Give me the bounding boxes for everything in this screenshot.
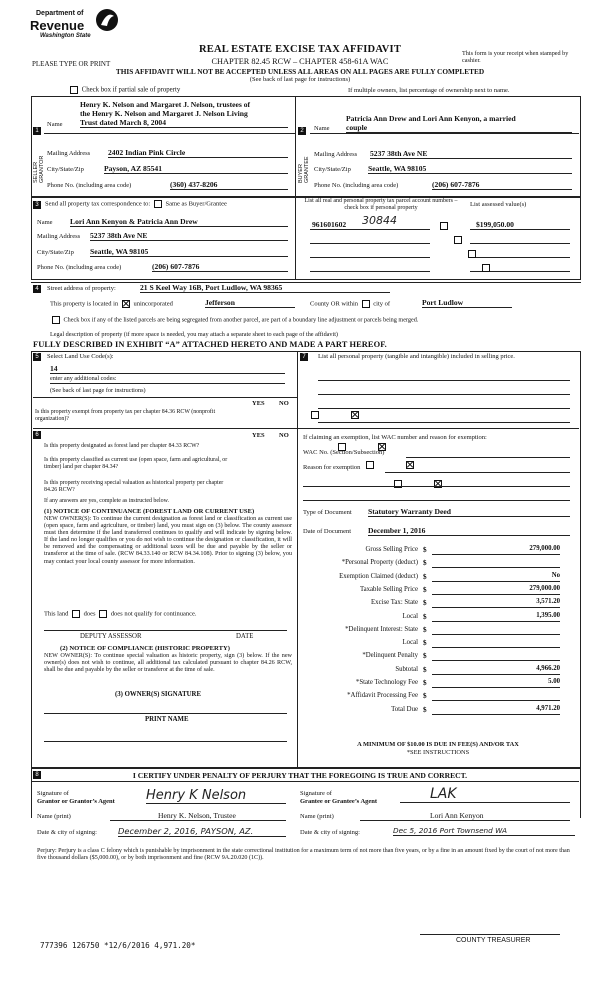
grantee-name-label: Name (print) [300,813,334,820]
seller-name-label: Name [47,121,63,128]
parcels-header: List all real and personal property tax parcel account numbers – check box if personal property [304,198,458,211]
tax-name-field[interactable]: Lori Ann Kenyon & Patricia Ann Drew [70,217,288,227]
form-chapter: CHAPTER 82.45 RCW – CHAPTER 458-61A WAC [211,57,389,66]
does-label: does [83,610,96,618]
currency-sign: $ [423,599,427,608]
buyer-name-label: Name [314,125,330,132]
amount-value[interactable]: 1,395.00 [432,612,560,622]
does-not-label: does not qualify for continuance. [110,610,197,618]
qualify-row [44,610,197,618]
county-row [310,300,390,308]
wac-label: WAC No. (Section/Subsection) [303,449,385,456]
print-name-label: PRINT NAME [145,716,189,723]
city-of-label: city of [373,300,391,308]
s6-yes-header: YES [252,432,265,439]
owner-signature-label: (3) OWNER(S) SIGNATURE [115,691,201,698]
wac-field[interactable] [406,457,570,458]
currency-sign: $ [423,559,427,568]
reason-label: Reason for exemption [303,464,361,471]
amount-label: *Personal Property (deduct) [341,559,418,567]
historic-yes-checkbox[interactable] [394,480,402,488]
amount-value[interactable]: 4,971.20 [432,705,560,715]
current-use-question: Is this property classified as current use (open space, farm and agricultural, or timber) land per chapter 84.34? [44,457,228,470]
historic-no-checkbox[interactable] [434,480,442,488]
amount-value[interactable] [432,625,560,635]
parcel-1-personal-checkbox[interactable] [440,222,448,230]
currency-sign: $ [423,679,427,687]
grantor-name-field[interactable]: Henry K. Nelson, Trustee [110,811,286,821]
amount-label: Local [402,612,418,620]
unincorporated-label: unincorporated [133,300,173,308]
logo-line-1: Department of [36,10,84,17]
exempt-no-checkbox[interactable] [351,411,359,419]
legal-description-value: FULLY DESCRIBED IN EXHIBIT “A” ATTACHED HERETO AND MADE A PART HEREOF. [33,340,387,349]
assessed-1-value[interactable]: $199,050.00 [476,220,514,229]
doc-type-label: Type of Document [303,509,352,516]
section-7-badge: 7 [300,353,308,361]
currency-sign: $ [423,692,427,701]
currency-sign: $ [423,546,427,554]
same-as-buyer-checkbox[interactable] [154,200,162,208]
grantor-date-label: Date & city of signing: [37,829,97,836]
tax-mailing-field[interactable]: 5237 38th Ave NE [90,231,288,241]
doc-date-field[interactable]: December 1, 2016 [368,526,570,536]
tax-name-label: Name [37,219,53,226]
amount-label: Total Due [391,705,418,713]
section-2-badge: 2 [298,127,306,135]
cashier-stamp: 777396 126750 *12/6/2016 4,971.20* [40,941,196,950]
grantee-sig-label-2: Grantee or Grantee’s Agent [300,798,378,805]
seller-city-label: City/State/Zip [47,166,84,173]
section-8-badge: 8 [33,771,41,779]
revenue-logo [30,7,125,43]
located-label: This property is located in [50,300,119,308]
seller-name-line-3[interactable]: Trust dated March 8, 2004 [80,118,288,128]
street-field[interactable]: 21 S Keel Way 16B, Port Ludlow, WA 98365 [140,283,390,293]
see-back-note: (See back of last page for instructions) [249,76,351,83]
please-print: PLEASE TYPE OR PRINT [32,60,111,68]
currency-sign: $ [423,639,427,648]
notice2-body: NEW OWNER(S): To continue special valuation as historic property, sign (3) below. If the new owner(s) does not wish to continue, all additional tax calculated pursuant to chapter 84.26 RCW, shall be due and payable by the seller or transferor at the time of sale. [44,653,292,674]
current-use-no-checkbox[interactable] [406,461,414,469]
does-not-qualify-checkbox[interactable] [99,610,107,618]
tax-city-field[interactable]: Seattle, WA 98105 [90,247,288,257]
seller-vertical-label: SELLER GRANTOR [33,155,45,183]
section-4-badge: 4 [33,285,41,293]
amount-label: Excise Tax: State [371,599,418,607]
buyer-phone-field[interactable]: (206) 607-7876 [432,180,572,190]
forest-land-question: Is this property designated as forest land per chapter 84.33 RCW? [44,443,200,449]
amount-value[interactable]: 279,000.00 [432,585,560,595]
located-row [50,300,173,308]
amount-value[interactable] [432,558,560,568]
section-1-badge: 1 [33,127,41,135]
grantor-sig-label-1: Signature of [37,790,69,797]
buyer-mailing-field[interactable]: 5237 38th Ave NE [370,149,572,159]
county-field[interactable]: Jefferson [205,298,295,308]
notice2-title: (2) NOTICE OF COMPLIANCE (HISTORIC PROPERTY) [60,645,230,652]
tax-phone-label: Phone No. (including area code) [37,264,122,271]
amount-label: Subtotal [395,665,418,673]
deputy-date-label: DATE [236,633,254,640]
form-title: REAL ESTATE EXCISE TAX AFFIDAVIT [198,44,402,55]
street-label: Street address of property: [47,285,116,292]
partial-sale-checkbox[interactable] [70,86,78,94]
legal-description-label: Legal description of property (if more space is needed, you may attach a separate sheet to each page of the affidavit) [50,331,338,338]
amount-value[interactable] [432,651,560,661]
assessed-header: List assessed value(s) [470,201,527,208]
amount-value[interactable]: No [432,572,560,582]
amount-value[interactable] [432,691,560,701]
buyer-city-label: City/State/Zip [314,166,351,173]
notice1-title: (1) NOTICE OF CONTINUANCE (FOREST LAND OR CURRENT USE) [44,508,255,515]
currency-sign: $ [423,705,427,714]
exempt-yes-checkbox[interactable] [311,411,319,419]
buyer-vertical-label: BUYER GRANTEE [298,156,310,183]
seller-phone-label: Phone No. (including area code) [47,182,132,189]
county-label: County OR within [310,300,359,308]
certify-statement: I CERTIFY UNDER PENALTY OF PERJURY THAT THE FOREGOING IS TRUE AND CORRECT. [132,771,468,780]
reason-field[interactable] [385,472,570,473]
current-use-yes-checkbox[interactable] [366,461,374,469]
buyer-mailing-label: Mailing Address [314,151,358,158]
amount-label: Gross Selling Price [365,546,418,553]
grantor-name-label: Name (print) [37,813,71,820]
exempt-question: Is this property exempt from property tax per chapter 84.36 RCW (nonprofit organization)? [35,409,216,422]
currency-sign: $ [423,625,427,634]
additional-codes-label: enter any additional codes: [50,375,117,382]
parcel-3-personal-checkbox[interactable] [468,250,476,258]
grantee-sig-label-1: Signature of [300,790,332,797]
amount-label: Taxable Selling Price [359,585,418,593]
logo-line-2: Revenue [30,18,85,33]
notice1-body: NEW OWNER(S): To continue the current designation as forest land or classification as current use (open space, farm and agriculture, or timber) land, you must sign on (3) below. The county assessor must then determine if the land transferred continues to qualify and will indicate by signing below. If the land no longer qualifies or you do not wish to continue the designation or classification, it will be removed and the compensating or additional taxes will be due and payable by the seller or transferor at the time of sale. (RCW 84.33.140 or RCW 84.34.108). Prior to signing (3) below, you may contact your local county assessor for more information. [44,516,292,565]
seller-mailing-label: Mailing Address [47,150,91,157]
seller-phone-field[interactable]: (360) 437-8206 [170,180,288,190]
deputy-assessor-label: DEPUTY ASSESSOR [80,633,142,640]
grantor-sig-label-2: Grantor or Grantor’s Agent [37,798,115,805]
segregated-label: Check box if any of the listed parcels are being segregated from another parcel, are part of a boundary line adjustment or parcels being merged. [63,316,419,324]
does-qualify-checkbox[interactable] [72,610,80,618]
grantee-name-field[interactable]: Lori Ann Kenyon [360,811,570,821]
grantee-date-field[interactable]: Dec 5, 2016 Port Townsend WA [393,826,575,836]
tax-mailing-label: Mailing Address [37,233,81,240]
parcel-1-handwritten: 30844 [362,214,397,227]
amount-value[interactable]: 279,000.00 [432,545,560,555]
grantee-date-label: Date & city of signing: [300,829,360,836]
amount-label: Local [402,639,418,647]
tax-corr-row [45,200,227,208]
personal-property-label: List all personal property (tangible and intangible) included in selling price. [318,353,515,360]
parcel-1-number[interactable]: 961601602 [312,220,347,229]
land-use-see-back: (See back of last page for instructions) [50,387,146,394]
amount-label: *Affidavit Processing Fee [347,692,418,700]
currency-sign: $ [423,612,427,621]
if-yes-note: If any answers are yes, complete as instructed below. [44,498,169,504]
seller-name-line-2: the Henry K. Nelson and Margaret J. Nelson Living [80,109,248,118]
exempt-yes-header: YES [252,400,265,407]
amount-value[interactable]: 3,571.20 [432,598,560,608]
perjury-statement: Perjury: Perjury is a class C felony which is punishable by imprisonment in the state correctional institution for a maximum term of not more than five years, or by a fine in an amount fixed by the court of not more than five thousand dollars ($5,000.00), or by both imprisonment and fine (RCW 9A.20.020 (1C)). [37,848,570,862]
partial-sale-row [68,86,180,94]
doc-type-field[interactable]: Statutory Warranty Deed [368,507,570,517]
amount-label: Exemption Claimed (deduct) [339,572,418,580]
section-5-badge: 5 [33,353,41,361]
see-instructions-note: *SEE INSTRUCTIONS [406,749,470,756]
tax-corr-label: Send all property tax correspondence to: [45,200,151,208]
section-6-badge: 6 [33,431,41,439]
seller-city-field[interactable]: Payson, AZ 85541 [104,164,288,174]
currency-sign: $ [423,572,427,581]
amount-value[interactable] [432,638,560,648]
doc-date-label: Date of Document [303,528,352,535]
multiple-owners-note: If multiple owners, list percentage of ownership next to name. [348,87,510,94]
seller-mailing-field[interactable]: 2402 Indian Pink Circle [108,148,288,158]
grantor-date-field[interactable]: December 2, 2016, PAYSON, AZ. [118,826,286,837]
currency-sign: $ [423,652,427,661]
minimum-note: A MINIMUM OF $10.00 IS DUE IN FEE(S) AND/OR TAX [357,741,519,748]
s6-no-header: NO [279,432,289,439]
amount-value[interactable]: 5.00 [432,678,560,688]
unincorporated-checkbox[interactable] [122,300,130,308]
revenue-emblem-icon [94,7,120,33]
exemption-label: If claiming an exemption, list WAC number and reason for exemption: [303,434,487,441]
currency-sign: $ [423,665,427,674]
tax-city-label: City/State/Zip [37,249,74,256]
parcel-4-personal-checkbox[interactable] [482,264,490,272]
partial-sale-label: Check box if partial sale of property [81,86,181,94]
form-warning: THIS AFFIDAVIT WILL NOT BE ACCEPTED UNLESS ALL AREAS ON ALL PAGES ARE FULLY COMPLETED [115,67,485,76]
buyer-phone-label: Phone No. (including area code) [314,182,399,189]
grantee-signature[interactable]: LAK [400,786,570,803]
amount-label: *State Technology Fee [355,679,418,686]
land-use-label: Select Land Use Code(s): [47,353,114,360]
this-land-label: This land [44,610,69,618]
same-as-buyer-label: Same as Buyer/Grantee [165,200,227,208]
seller-name-line-1: Henry K. Nelson and Margaret J. Nelson, trustees of [80,100,251,109]
exempt-no-header: NO [279,400,289,407]
county-treasurer-label: COUNTY TREASURER [456,937,531,944]
amount-label: *Delinquent Penalty [362,652,418,660]
receipt-note: This form is your receipt when stamped by cashier. [462,50,569,64]
land-use-code-field[interactable]: 14 [50,364,285,374]
segregated-row [50,316,418,324]
city-of-checkbox[interactable] [362,300,370,308]
historic-question: Is this property receiving special valuation as historical property per chapter 84.26 RCW? [44,480,224,493]
buyer-name-line-2[interactable]: couple [346,123,572,133]
parcel-2-personal-checkbox[interactable] [454,236,462,244]
section-3-badge: 3 [33,201,41,209]
currency-sign: $ [423,585,427,594]
amount-label: *Delinquent Interest: State [345,625,418,633]
buyer-name-line-1: Patricia Ann Drew and Lori Ann Kenyon, a married [346,114,516,123]
tax-phone-field[interactable]: (206) 607-7876 [152,262,288,272]
grantor-signature[interactable]: Henry K Nelson [146,788,286,804]
buyer-city-field[interactable]: Seattle, WA 98105 [368,164,572,174]
segregated-checkbox[interactable] [52,316,60,324]
amount-value[interactable]: 4,966.20 [432,665,560,675]
city-field[interactable]: Port Ludlow [422,298,512,308]
logo-line-3: Washington State [40,33,91,39]
